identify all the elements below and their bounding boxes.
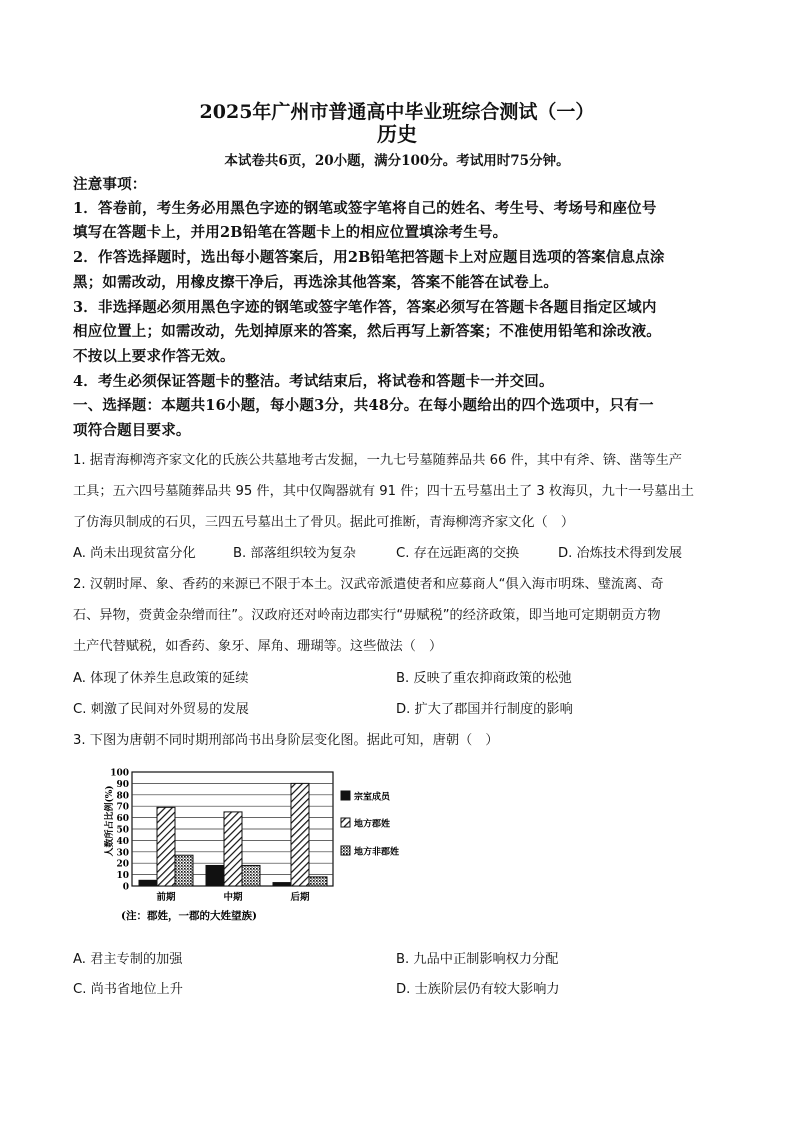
q3-option-c: C. 尚书省地位上升 [73,982,183,997]
q2-option-d: D. 扩大了郡国并行制度的影响 [396,702,573,717]
y-tick-label: 30 [116,848,129,859]
q3-option-d: D. 士族阶层仍有较大影响力 [396,982,560,997]
note-line: 黑；如需改动，用橡皮擦干净后，再选涂其他答案，答案不能答在试卷上。 [73,274,559,291]
note-line: 不按以上要求作答无效。 [73,348,235,365]
x-tick-label: 中期 [223,892,243,903]
q3-option-a: A. 君主专制的加强 [73,952,183,967]
legend-label: 宗室成员 [354,792,391,803]
y-tick-label: 80 [116,791,129,802]
exam-info: 本试卷共6页，20小题，满分100分。考试用时75分钟。 [224,153,570,169]
note-line: 1．答卷前，考生务必用黑色字迹的钢笔或签字笔将自己的姓名、考生号、考场号和座位号 [73,200,657,217]
notes-heading: 注意事项： [73,176,147,193]
question-3-stem: 3. 下图为唐朝不同时期刑部尚书出身阶层变化图。据此可知，唐朝（ ） [73,733,499,748]
y-tick-label: 60 [116,814,129,825]
q2-option-b: B. 反映了重农抑商政策的松弛 [396,671,572,686]
q1-option-b: B. 部落组织较为复杂 [233,546,356,561]
q3-option-b: B. 九品中正制影响权力分配 [396,952,559,967]
bar-3-1 [175,855,193,886]
legend-label: 地方非郡姓 [354,847,400,858]
legend-label: 地方郡姓 [354,819,391,830]
question-2-stem: 土产代替赋税，如香药、象牙、犀角、珊瑚等。这些做法（ ） [73,639,443,654]
y-tick-label: 20 [116,859,129,870]
note-line: 相应位置上；如需改动，先划掉原来的答案，然后再写上新答案；不准使用铅笔和涂改液。 [73,323,661,340]
question-2-stem: 2. 汉朝时犀、象、香药的来源已不限于本土。汉武帝派遣使者和应募商人“俱入海市明珠、璧流离、奇 [73,577,664,592]
bar-1-3 [273,883,291,886]
y-tick-label: 100 [110,768,129,779]
bar-chart [103,763,453,933]
question-1-stem: 工具；五六四号墓随葬品共 95 件，其中仅陶器就有 91 件；四十五号墓出土了 3 枚海贝，九十一号墓出土 [73,484,694,499]
y-tick-label: 70 [116,802,129,813]
q1-option-a: A. 尚未出现贫富分化 [73,546,196,561]
bar-3-3 [309,877,327,886]
subject-title: 历史 [377,122,417,146]
chart-note: (注：郡姓，一郡的大姓望族) [121,910,257,922]
bar-2-2 [224,812,242,886]
section-heading: 项符合题目要求。 [73,422,191,439]
bar-2-1 [157,807,175,886]
bar-1-2 [206,865,224,886]
x-tick-label: 后期 [290,892,310,903]
legend-swatch [341,846,350,855]
legend-swatch [341,818,350,827]
q2-option-c: C. 刺激了民间对外贸易的发展 [73,702,249,717]
y-tick-label: 0 [122,882,129,893]
section-heading: 一、选择题：本题共16小题，每小题3分，共48分。在每小题给出的四个选项中，只有一 [73,397,654,414]
note-line: 4．考生必须保证答题卡的整洁。考试结束后，将试卷和答题卡一并交回。 [73,373,554,390]
y-tick-label: 10 [116,871,129,882]
y-axis-label: 人数所占比例(%) [105,785,115,857]
exam-title: 2025年广州市普通高中毕业班综合测试（一） [199,101,595,123]
q2-option-a: A. 体现了休养生息政策的延续 [73,671,249,686]
y-tick-label: 50 [116,825,129,836]
question-2-stem: 石、异物，赍黄金杂缯而往”。汉政府还对岭南边郡实行“毋赋税”的经济政策，即当地可定期朝贡方物 [73,608,661,623]
y-tick-label: 90 [116,779,129,790]
y-tick-label: 40 [116,836,129,847]
question-1-stem: 了仿海贝制成的石贝，三四五号墓出土了骨贝。据此可推断，青海柳湾齐家文化（ ） [73,515,575,530]
question-1-stem: 1. 据青海柳湾齐家文化的氏族公共墓地考古发掘，一九七号墓随葬品共 66 件，其中有斧、锛、凿等生产 [73,453,682,468]
note-line: 2．作答选择题时，选出每小题答案后，用2B铅笔把答题卡上对应题目选项的答案信息点涂 [73,249,665,266]
note-line: 3．非选择题必须用黑色字迹的钢笔或签字笔作答，答案必须写在答题卡各题目指定区域内 [73,299,657,316]
q1-option-d: D. 冶炼技术得到发展 [558,546,683,561]
bar-3-2 [242,865,260,886]
note-line: 填写在答题卡上，并用2B铅笔在答题卡上的相应位置填涂考生号。 [73,224,508,241]
q1-option-c: C. 存在远距离的交换 [396,546,520,561]
bar-1-1 [139,880,157,886]
bar-2-3 [291,783,309,886]
chart-svg [103,763,453,933]
legend-swatch [341,791,350,800]
x-tick-label: 前期 [156,892,176,903]
